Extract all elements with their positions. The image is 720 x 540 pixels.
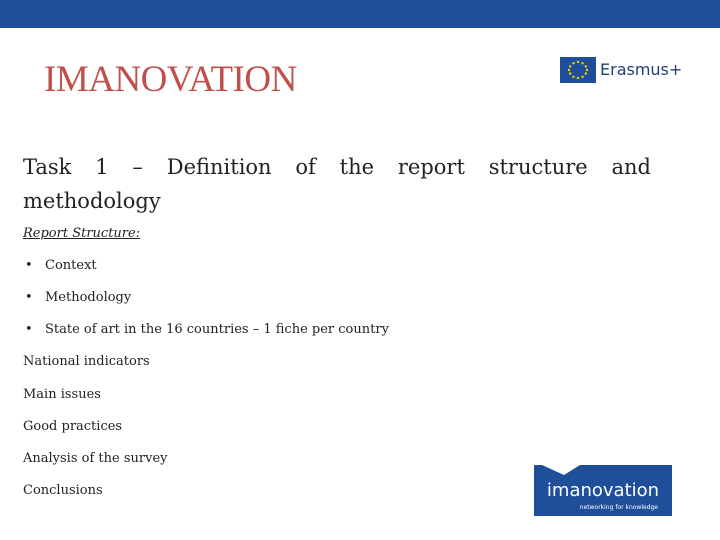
imanovation-logo (534, 465, 672, 516)
top-banner (0, 0, 720, 28)
bullet-icon: • (25, 258, 33, 273)
bullet-item (25, 258, 97, 273)
erasmus-wordmark: Erasmus+ (600, 60, 683, 79)
list-line: Analysis of the survey (23, 451, 168, 466)
bullet-icon: • (25, 290, 33, 305)
list-line: Good practices (23, 419, 123, 434)
task-heading: Task 1 – Definition of the report structure and methodology (23, 155, 651, 213)
bullet-text: Context (45, 258, 97, 273)
page-title: IMANOVATION (44, 59, 297, 100)
bullet-item (25, 322, 389, 337)
bullet-icon: • (25, 322, 33, 337)
imanovation-wordmark: imanovation (546, 480, 660, 501)
bullet-text: Methodology (45, 290, 132, 305)
list-line: National indicators (23, 354, 150, 369)
eu-flag-icon (560, 57, 596, 83)
bullet-item (25, 290, 131, 305)
list-line: Conclusions (23, 483, 103, 498)
report-structure-label: Report Structure: (23, 226, 141, 241)
imanovation-tagline: networking for knowledge (579, 504, 658, 511)
bullet-text: State of art in the 16 countries – 1 fiche per country (45, 322, 389, 337)
erasmus-logo (560, 57, 688, 85)
list-line: Main issues (23, 387, 101, 402)
